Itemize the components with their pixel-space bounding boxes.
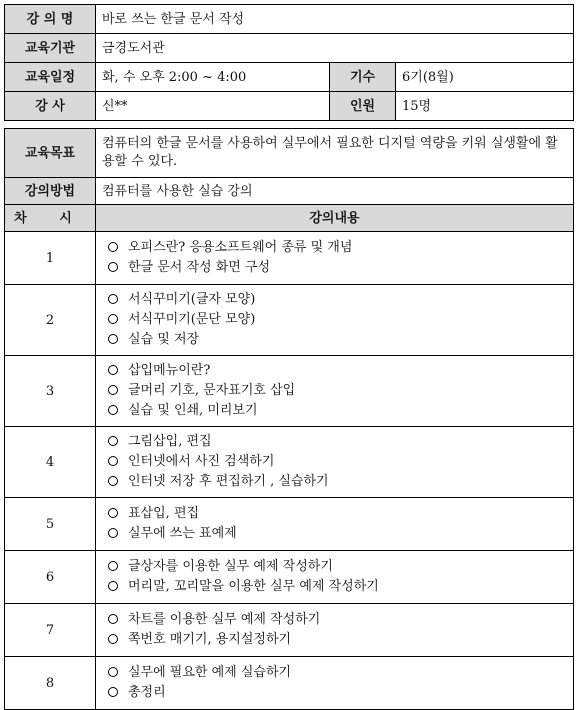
session-number: 7 xyxy=(5,604,96,657)
instructor-value: 신** xyxy=(96,92,330,121)
session-row xyxy=(5,232,574,285)
circle-bullet-icon xyxy=(108,528,118,538)
term-label: 기수 xyxy=(330,63,396,92)
circle-bullet-icon xyxy=(108,385,118,395)
list-item xyxy=(108,381,567,401)
session-number: 3 xyxy=(5,356,96,427)
circle-bullet-icon xyxy=(108,436,118,446)
schedule-value: 화, 수 오후 2:00 ~ 4:00 xyxy=(96,63,330,92)
instructor-label: 강 사 xyxy=(5,92,96,121)
session-row xyxy=(5,356,574,427)
circle-bullet-icon xyxy=(108,365,118,375)
session-content xyxy=(96,356,574,427)
circle-bullet-icon xyxy=(108,581,118,591)
content-item-text: 쪽번호 매기기, 용지설정하기 xyxy=(128,632,292,647)
session-header: 차 시 xyxy=(5,205,96,232)
content-list xyxy=(102,357,567,425)
circle-bullet-icon xyxy=(108,242,118,252)
circle-bullet-icon xyxy=(108,314,118,324)
content-item-text: 그림삽입, 편집 xyxy=(128,434,212,449)
content-item-text: 총정리 xyxy=(128,685,166,700)
capacity-value: 15명 xyxy=(396,92,574,121)
content-item-text: 실습 및 저장 xyxy=(128,332,200,347)
goal-label: 교육목표 xyxy=(5,129,96,178)
session-row xyxy=(5,498,574,551)
session-content xyxy=(96,498,574,551)
circle-bullet-icon xyxy=(108,508,118,518)
content-item-text: 실무에 필요한 예제 실습하기 xyxy=(128,665,292,680)
list-item xyxy=(108,258,567,278)
list-item xyxy=(108,452,567,472)
circle-bullet-icon xyxy=(108,456,118,466)
list-item xyxy=(108,610,567,630)
session-row xyxy=(5,657,574,710)
goal-text: 컴퓨터의 한글 문서를 사용하여 실무에서 필요한 디지털 역량을 키워 실생활에 활용할 수 있다. xyxy=(96,129,574,178)
circle-bullet-icon xyxy=(108,614,118,624)
method-label: 강의방법 xyxy=(5,178,96,205)
list-item xyxy=(108,504,567,524)
session-content xyxy=(96,232,574,285)
schedule-label: 교육일정 xyxy=(5,63,96,92)
org-label: 교육기관 xyxy=(5,34,96,63)
session-row xyxy=(5,604,574,657)
list-item xyxy=(108,663,567,683)
content-list xyxy=(102,659,567,707)
list-item xyxy=(108,401,567,421)
circle-bullet-icon xyxy=(108,405,118,415)
content-item-text: 글상자를 이용한 실무 예제 작성하기 xyxy=(128,559,333,574)
content-item-text: 서식꾸미기(문단 모양) xyxy=(128,312,256,327)
session-content xyxy=(96,604,574,657)
curriculum-table xyxy=(4,128,574,710)
session-number: 1 xyxy=(5,232,96,285)
circle-bullet-icon xyxy=(108,687,118,697)
list-item xyxy=(108,432,567,452)
list-item xyxy=(108,557,567,577)
session-content xyxy=(96,427,574,498)
circle-bullet-icon xyxy=(108,634,118,644)
session-row xyxy=(5,551,574,604)
content-item-text: 서식꾸미기(글자 모양) xyxy=(128,292,256,307)
list-item xyxy=(108,290,567,310)
content-item-text: 삽입메뉴이란? xyxy=(128,363,211,378)
content-list xyxy=(102,500,567,548)
method-text: 컴퓨터를 사용한 실습 강의 xyxy=(96,178,574,205)
content-list xyxy=(102,553,567,601)
content-item-text: 실습 및 인쇄, 미리보기 xyxy=(128,403,258,418)
content-list xyxy=(102,606,567,654)
content-list xyxy=(102,286,567,354)
session-number: 2 xyxy=(5,285,96,356)
content-item-text: 머리말, 꼬리말을 이용한 실무 예제 작성하기 xyxy=(128,579,379,594)
circle-bullet-icon xyxy=(108,476,118,486)
content-list xyxy=(102,234,567,282)
list-item xyxy=(108,630,567,650)
session-row xyxy=(5,285,574,356)
session-number: 8 xyxy=(5,657,96,710)
org-name: 금경도서관 xyxy=(96,34,574,63)
content-item-text: 인터넷 저장 후 편집하기 , 실습하기 xyxy=(128,474,329,489)
session-number: 6 xyxy=(5,551,96,604)
session-content xyxy=(96,551,574,604)
content-item-text: 글머리 기호, 문자표기호 삽입 xyxy=(128,383,296,398)
list-item xyxy=(108,472,567,492)
content-header: 강의내용 xyxy=(96,205,574,232)
course-info-table xyxy=(4,4,574,121)
course-name: 바로 쓰는 한글 문서 작성 xyxy=(96,5,574,34)
circle-bullet-icon xyxy=(108,667,118,677)
content-item-text: 한글 문서 작성 화면 구성 xyxy=(128,260,271,275)
session-number: 5 xyxy=(5,498,96,551)
content-item-text: 오피스란? 응용소프트웨어 종류 및 개념 xyxy=(128,240,353,255)
content-list xyxy=(102,428,567,496)
content-item-text: 표삽입, 편집 xyxy=(128,506,200,521)
list-item xyxy=(108,361,567,381)
list-item xyxy=(108,310,567,330)
content-item-text: 차트를 이용한 실무 예제 작성하기 xyxy=(128,612,321,627)
course-name-label: 강 의 명 xyxy=(5,5,96,34)
session-row xyxy=(5,427,574,498)
capacity-label: 인원 xyxy=(330,92,396,121)
circle-bullet-icon xyxy=(108,334,118,344)
list-item xyxy=(108,330,567,350)
session-content xyxy=(96,285,574,356)
list-item xyxy=(108,524,567,544)
circle-bullet-icon xyxy=(108,294,118,304)
content-item-text: 인터넷에서 사진 검색하기 xyxy=(128,454,275,469)
list-item xyxy=(108,577,567,597)
circle-bullet-icon xyxy=(108,262,118,272)
session-content xyxy=(96,657,574,710)
list-item xyxy=(108,238,567,258)
term-value: 6기(8월) xyxy=(396,63,574,92)
circle-bullet-icon xyxy=(108,561,118,571)
list-item xyxy=(108,683,567,703)
session-number: 4 xyxy=(5,427,96,498)
content-item-text: 실무에 쓰는 표예제 xyxy=(128,526,237,541)
